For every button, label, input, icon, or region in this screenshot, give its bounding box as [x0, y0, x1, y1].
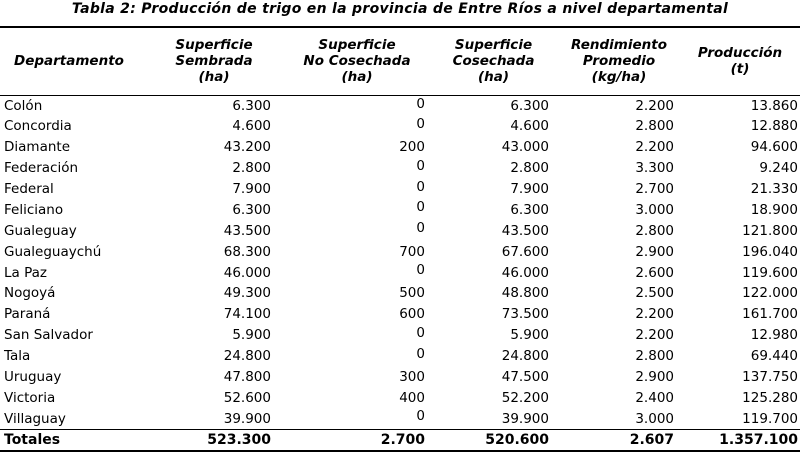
cell-sembrada: 74.100	[223, 306, 271, 323]
cell-rendimiento: 2.200	[635, 139, 674, 156]
cell-no-cosechada: 2.700	[285, 429, 429, 451]
cell-departamento: Gualeguay	[4, 222, 77, 239]
header-line: Superficie	[175, 37, 253, 54]
table-row	[0, 304, 800, 325]
cell-cosechada: 46.000	[501, 264, 549, 281]
cell-cosechada: 47.500	[501, 369, 549, 386]
cell-departamento: Gualeguaychú	[4, 243, 102, 260]
cell-rendimiento: 2.200	[635, 327, 674, 344]
cell-cosechada: 24.800	[501, 348, 549, 365]
cell-rendimiento: 2.600	[635, 264, 674, 281]
header-line: (t)	[730, 61, 750, 78]
cell-produccion: 94.600	[750, 139, 798, 156]
cell-sembrada: 6.300	[232, 97, 271, 114]
cell-cosechada: 67.600	[501, 243, 549, 260]
cell-rendimiento: 2.800	[635, 118, 674, 135]
cell-sembrada: 47.800	[223, 369, 271, 386]
table-row	[0, 387, 800, 408]
cell-sembrada: 6.300	[232, 201, 271, 218]
cell-rendimiento: 2.400	[635, 389, 674, 406]
production-table	[0, 26, 800, 452]
cell-departamento: Diamante	[4, 139, 70, 156]
cell-departamento: Concordia	[4, 118, 72, 135]
cell-rendimiento: 2.500	[635, 285, 674, 302]
cell-produccion: 12.880	[750, 118, 798, 135]
header-departamento	[0, 27, 143, 95]
cell-cosechada: 520.600	[429, 429, 558, 451]
cell-departamento: Totales	[0, 429, 143, 451]
cell-sembrada: 49.300	[223, 285, 271, 302]
cell-departamento: Colón	[4, 97, 43, 114]
cell-departamento: Tala	[4, 348, 31, 365]
cell-cosechada: 2.800	[510, 160, 549, 177]
cell-sembrada: 7.900	[232, 181, 271, 197]
cell-no-cosechada: 0	[416, 324, 425, 341]
cell-produccion: 121.800	[742, 222, 798, 239]
table-row	[0, 241, 800, 262]
table-row	[0, 220, 800, 241]
header-line: Superficie	[454, 37, 533, 54]
header-line: Producción	[697, 45, 783, 62]
cell-departamento: La Paz	[4, 264, 47, 281]
table-row	[0, 325, 800, 346]
cell-departamento: Villaguay	[4, 410, 66, 427]
table-title: Tabla 2: Producción de trigo en la provincia de Entre Ríos a nivel departamental	[71, 1, 729, 17]
cell-rendimiento: 2.800	[635, 222, 674, 239]
cell-no-cosechada: 0	[416, 408, 425, 425]
cell-cosechada: 7.900	[510, 181, 549, 197]
table-row	[0, 367, 800, 388]
cell-departamento: San Salvador	[4, 327, 93, 344]
cell-no-cosechada: 400	[399, 389, 425, 406]
cell-sembrada: 43.200	[223, 139, 271, 156]
table-row	[0, 137, 800, 158]
header-line: (kg/ha)	[591, 69, 647, 86]
cell-rendimiento: 2.200	[635, 306, 674, 323]
cell-produccion: 122.000	[742, 285, 798, 302]
header-line: Rendimiento	[571, 37, 667, 54]
cell-departamento: Paraná	[4, 306, 51, 323]
cell-no-cosechada: 0	[416, 199, 425, 216]
header-superficie-sembrada	[143, 27, 285, 95]
table-row	[0, 179, 800, 200]
cell-rendimiento: 2.900	[635, 369, 674, 386]
cell-no-cosechada: 700	[399, 243, 425, 260]
cell-sembrada: 523.300	[143, 429, 285, 451]
table-row	[0, 199, 800, 220]
header-line: (ha)	[198, 69, 230, 86]
cell-rendimiento: 3.000	[635, 201, 674, 218]
header-line: Promedio	[582, 53, 656, 70]
header-line: (ha)	[477, 69, 510, 86]
cell-rendimiento: 2.700	[635, 181, 674, 197]
cell-produccion: 196.040	[742, 243, 798, 260]
cell-departamento: Federal	[4, 181, 54, 197]
cell-sembrada: 39.900	[223, 410, 271, 427]
cell-sembrada: 4.600	[232, 118, 271, 135]
header-rendimiento-promedio	[558, 27, 680, 95]
cell-departamento: Uruguay	[4, 369, 62, 386]
cell-sembrada: 68.300	[223, 243, 271, 260]
cell-rendimiento: 2.900	[635, 243, 674, 260]
cell-produccion: 12.980	[750, 327, 798, 344]
cell-produccion: 69.440	[750, 348, 798, 365]
cell-cosechada: 4.600	[510, 118, 549, 135]
cell-sembrada: 43.500	[223, 222, 271, 239]
cell-produccion: 119.700	[742, 410, 798, 427]
table-row	[0, 346, 800, 367]
cell-cosechada: 48.800	[501, 285, 549, 302]
cell-no-cosechada: 0	[416, 220, 425, 237]
cell-produccion: 13.860	[750, 97, 798, 114]
table-row	[0, 283, 800, 304]
header-line: Cosechada	[452, 53, 535, 70]
cell-produccion: 1.357.100	[680, 429, 800, 451]
cell-departamento: Federación	[4, 160, 79, 177]
cell-no-cosechada: 300	[399, 369, 425, 386]
cell-no-cosechada: 0	[416, 345, 425, 362]
cell-cosechada: 39.900	[501, 410, 549, 427]
header-superficie-no-cosechada	[285, 27, 429, 95]
cell-departamento: Nogoyá	[4, 285, 56, 302]
cell-produccion: 137.750	[742, 369, 798, 386]
cell-sembrada: 2.800	[232, 160, 271, 177]
header-superficie-cosechada	[429, 27, 558, 95]
table-row	[0, 95, 800, 116]
cell-rendimiento: 3.300	[635, 160, 674, 177]
cell-departamento: Feliciano	[4, 201, 64, 218]
cell-sembrada: 24.800	[223, 348, 271, 365]
cell-no-cosechada: 600	[399, 306, 425, 323]
table-header	[0, 27, 800, 95]
cell-rendimiento: 3.000	[635, 410, 674, 427]
table-row	[0, 116, 800, 137]
cell-no-cosechada: 200	[399, 139, 425, 156]
cell-cosechada: 6.300	[510, 201, 549, 218]
cell-sembrada: 46.000	[223, 264, 271, 281]
cell-rendimiento: 2.607	[558, 429, 680, 451]
header-line: Departamento	[14, 53, 124, 70]
table-body	[0, 95, 800, 451]
cell-rendimiento: 2.200	[635, 97, 674, 114]
cell-sembrada: 5.900	[232, 327, 271, 344]
table-row	[0, 408, 800, 429]
cell-no-cosechada: 500	[399, 285, 425, 302]
cell-produccion: 18.900	[750, 201, 798, 218]
header-produccion	[680, 27, 800, 95]
header-line: (ha)	[341, 69, 373, 86]
cell-no-cosechada: 0	[416, 95, 425, 112]
cell-produccion: 21.330	[750, 181, 798, 197]
cell-cosechada: 43.500	[501, 222, 549, 239]
cell-cosechada: 5.900	[510, 327, 549, 344]
cell-produccion: 161.700	[742, 306, 798, 323]
totals-row	[0, 429, 800, 451]
cell-cosechada: 6.300	[510, 97, 549, 114]
cell-produccion: 125.280	[742, 389, 798, 406]
cell-produccion: 9.240	[759, 160, 798, 177]
header-line: Superficie	[318, 37, 396, 54]
cell-rendimiento: 2.800	[635, 348, 674, 365]
cell-no-cosechada: 0	[416, 178, 425, 195]
header-row	[0, 27, 800, 95]
cell-no-cosechada: 0	[416, 115, 425, 132]
table-row	[0, 262, 800, 283]
table-row	[0, 158, 800, 179]
header-line: Sembrada	[175, 53, 253, 70]
cell-sembrada: 52.600	[223, 389, 271, 406]
cell-produccion: 119.600	[742, 264, 798, 281]
cell-cosechada: 43.000	[501, 139, 549, 156]
cell-no-cosechada: 0	[416, 157, 425, 174]
cell-cosechada: 52.200	[501, 389, 549, 406]
cell-cosechada: 73.500	[501, 306, 549, 323]
cell-departamento: Victoria	[4, 389, 56, 406]
header-line: No Cosechada	[303, 53, 411, 70]
cell-no-cosechada: 0	[416, 262, 425, 279]
